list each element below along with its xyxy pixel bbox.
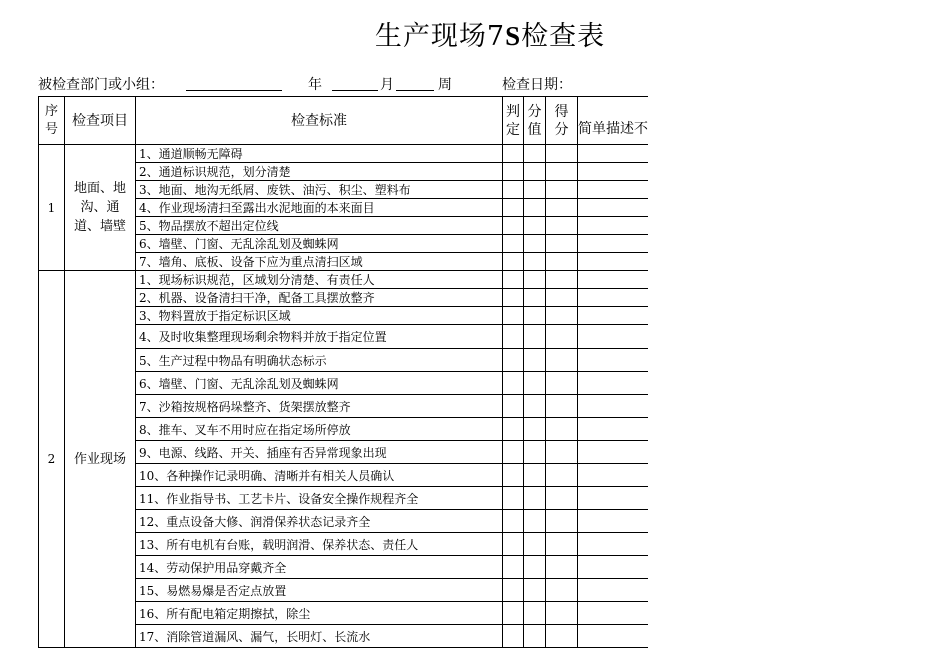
judge-cell[interactable] — [503, 289, 524, 307]
score-value-cell[interactable] — [524, 253, 546, 271]
title-text: 生产现场7 — [374, 21, 506, 52]
judge-cell[interactable] — [503, 418, 524, 441]
header-row — [39, 97, 649, 145]
criterion: 2、通道标识规范，划分清楚 — [136, 163, 503, 181]
week-label: 周 — [438, 77, 452, 93]
score-cell[interactable] — [546, 487, 578, 510]
judge-cell[interactable] — [503, 145, 524, 163]
judge-cell[interactable] — [503, 372, 524, 395]
score-value-cell[interactable] — [524, 418, 546, 441]
month-label: 月 — [380, 77, 394, 93]
judge-cell[interactable] — [503, 307, 524, 325]
judge-cell[interactable] — [503, 395, 524, 418]
judge-cell[interactable] — [503, 556, 524, 579]
title-suffix-text: 检查表 — [521, 21, 606, 52]
table-row — [39, 145, 649, 163]
judge-cell[interactable] — [503, 253, 524, 271]
score-value-cell[interactable] — [524, 181, 546, 199]
score-value-cell[interactable] — [524, 163, 546, 181]
score-cell[interactable] — [546, 145, 578, 163]
header-score: 得分 — [546, 97, 578, 145]
criterion: 5、物品摆放不超出定位线 — [136, 217, 503, 235]
score-cell[interactable] — [546, 510, 578, 533]
desc-cell[interactable] — [578, 307, 649, 325]
score-cell[interactable] — [546, 235, 578, 253]
criterion: 13、所有电机有台账，载明润滑、保养状态、责任人 — [136, 533, 503, 556]
judge-cell[interactable] — [503, 510, 524, 533]
desc-cell[interactable] — [578, 464, 649, 487]
inspection-item-text: 作业现场 — [73, 451, 126, 467]
inspection-item-text: 地面、地沟、通道、墙壁 — [73, 181, 126, 234]
judge-cell[interactable] — [503, 163, 524, 181]
criterion: 1、现场标识规范，区域划分清楚、有责任人 — [136, 271, 503, 289]
score-value-cell[interactable] — [524, 579, 546, 602]
header-standard: 检查标准 — [136, 97, 503, 145]
score-cell[interactable] — [546, 325, 578, 349]
header-no: 序号 — [39, 97, 65, 145]
desc-cell[interactable] — [578, 253, 649, 271]
score-value-cell[interactable] — [524, 145, 546, 163]
criterion: 7、沙箱按规格码垛整齐、货架摆放整齐 — [136, 395, 503, 418]
row-number: 1 — [39, 145, 65, 271]
score-value-cell[interactable] — [524, 510, 546, 533]
desc-cell[interactable] — [578, 325, 649, 349]
desc-cell[interactable] — [578, 181, 649, 199]
desc-cell[interactable] — [578, 145, 649, 163]
criterion: 6、墙壁、门窗、无乱涂乱划及蜘蛛网 — [136, 235, 503, 253]
score-cell[interactable] — [546, 464, 578, 487]
criterion: 10、各种操作记录明确、清晰并有相关人员确认 — [136, 464, 503, 487]
judge-cell[interactable] — [503, 199, 524, 217]
score-value-cell[interactable] — [524, 602, 546, 625]
inspection-table — [38, 96, 648, 648]
score-value-cell[interactable] — [524, 271, 546, 289]
score-value-cell[interactable] — [524, 289, 546, 307]
criterion: 4、作业现场清扫至露出水泥地面的本来面目 — [136, 199, 503, 217]
score-cell[interactable] — [546, 199, 578, 217]
score-value-cell[interactable] — [524, 533, 546, 556]
desc-cell[interactable] — [578, 602, 649, 625]
score-value-cell[interactable] — [524, 487, 546, 510]
score-value-cell[interactable] — [524, 235, 546, 253]
criterion: 8、推车、叉车不用时应在指定场所停放 — [136, 418, 503, 441]
desc-cell[interactable] — [578, 533, 649, 556]
score-cell[interactable] — [546, 579, 578, 602]
judge-cell[interactable] — [503, 181, 524, 199]
criterion: 1、通道顺畅无障碍 — [136, 145, 503, 163]
judge-cell[interactable] — [503, 235, 524, 253]
criterion: 16、所有配电箱定期擦拭，除尘 — [136, 602, 503, 625]
page-title — [0, 14, 950, 53]
score-cell[interactable] — [546, 271, 578, 289]
desc-cell[interactable] — [578, 418, 649, 441]
desc-cell[interactable] — [578, 372, 649, 395]
score-cell[interactable] — [546, 372, 578, 395]
header-desc: 简单描述不 — [578, 97, 649, 145]
year-label: 年 — [308, 77, 322, 93]
score-cell[interactable] — [546, 418, 578, 441]
table-body — [39, 97, 649, 648]
score-cell[interactable] — [546, 602, 578, 625]
criterion: 12、重点设备大修、润滑保养状态记录齐全 — [136, 510, 503, 533]
score-value-cell[interactable] — [524, 441, 546, 464]
judge-cell[interactable] — [503, 487, 524, 510]
criterion: 3、地面、地沟无纸屑、废铁、油污、积尘、塑料布 — [136, 181, 503, 199]
score-cell[interactable] — [546, 533, 578, 556]
criterion: 4、及时收集整理现场剩余物料并放于指定位置 — [136, 325, 503, 349]
criterion: 14、劳动保护用品穿戴齐全 — [136, 556, 503, 579]
judge-cell[interactable] — [503, 579, 524, 602]
score-value-cell[interactable] — [524, 325, 546, 349]
score-cell[interactable] — [546, 217, 578, 235]
desc-cell[interactable] — [578, 349, 649, 372]
judge-cell[interactable] — [503, 349, 524, 372]
criterion: 17、消除管道漏风、漏气，长明灯、长流水 — [136, 625, 503, 648]
header-item: 检查项目 — [65, 97, 136, 145]
inspection-item — [65, 271, 136, 648]
title-bold-text: S — [505, 21, 522, 51]
score-cell[interactable] — [546, 163, 578, 181]
judge-cell[interactable] — [503, 271, 524, 289]
criterion: 15、易燃易爆是否定点放置 — [136, 579, 503, 602]
score-value-cell[interactable] — [524, 556, 546, 579]
judge-cell[interactable] — [503, 464, 524, 487]
criterion: 11、作业指导书、工艺卡片、设备安全操作规程齐全 — [136, 487, 503, 510]
criterion: 6、墙壁、门窗、无乱涂乱划及蜘蛛网 — [136, 372, 503, 395]
dept-field[interactable] — [186, 74, 282, 91]
score-value-cell[interactable] — [524, 372, 546, 395]
score-cell[interactable] — [546, 181, 578, 199]
date-label: 检查日期： — [502, 77, 572, 93]
score-value-cell[interactable] — [524, 307, 546, 325]
header-judge: 判定 — [503, 97, 524, 145]
desc-cell[interactable] — [578, 217, 649, 235]
score-cell[interactable] — [546, 307, 578, 325]
judge-cell[interactable] — [503, 325, 524, 349]
desc-cell[interactable] — [578, 625, 649, 648]
score-value-cell[interactable] — [524, 395, 546, 418]
desc-cell[interactable] — [578, 235, 649, 253]
desc-cell[interactable] — [578, 163, 649, 181]
week-field[interactable] — [396, 74, 434, 91]
score-value-cell[interactable] — [524, 464, 546, 487]
score-cell[interactable] — [546, 441, 578, 464]
score-value-cell[interactable] — [524, 625, 546, 648]
score-cell[interactable] — [546, 253, 578, 271]
desc-cell[interactable] — [578, 510, 649, 533]
desc-cell[interactable] — [578, 395, 649, 418]
score-cell[interactable] — [546, 349, 578, 372]
score-value-cell[interactable] — [524, 199, 546, 217]
score-cell[interactable] — [546, 556, 578, 579]
judge-cell[interactable] — [503, 217, 524, 235]
score-value-cell[interactable] — [524, 349, 546, 372]
desc-cell[interactable] — [578, 289, 649, 307]
criterion: 9、电源、线路、开关、插座有否异常现象出现 — [136, 441, 503, 464]
desc-cell[interactable] — [578, 441, 649, 464]
score-cell[interactable] — [546, 289, 578, 307]
month-field[interactable] — [332, 74, 378, 91]
score-cell[interactable] — [546, 625, 578, 648]
judge-cell[interactable] — [503, 441, 524, 464]
table-row — [39, 271, 649, 289]
judge-cell[interactable] — [503, 625, 524, 648]
judge-cell[interactable] — [503, 533, 524, 556]
criterion: 3、物料置放于指定标识区域 — [136, 307, 503, 325]
desc-cell[interactable] — [578, 487, 649, 510]
dept-label: 被检查部门或小组： — [38, 77, 164, 93]
desc-cell[interactable] — [578, 271, 649, 289]
row-number: 2 — [39, 271, 65, 648]
score-cell[interactable] — [546, 395, 578, 418]
desc-cell[interactable] — [578, 199, 649, 217]
criterion: 2、机器、设备清扫干净，配备工具摆放整齐 — [136, 289, 503, 307]
desc-cell[interactable] — [578, 556, 649, 579]
score-value-cell[interactable] — [524, 217, 546, 235]
desc-cell[interactable] — [578, 579, 649, 602]
criterion: 7、墙角、底板、设备下应为重点清扫区域 — [136, 253, 503, 271]
judge-cell[interactable] — [503, 602, 524, 625]
criterion: 5、生产过程中物品有明确状态标示 — [136, 349, 503, 372]
inspection-item — [65, 145, 136, 271]
header-score-value: 分值 — [524, 97, 546, 145]
